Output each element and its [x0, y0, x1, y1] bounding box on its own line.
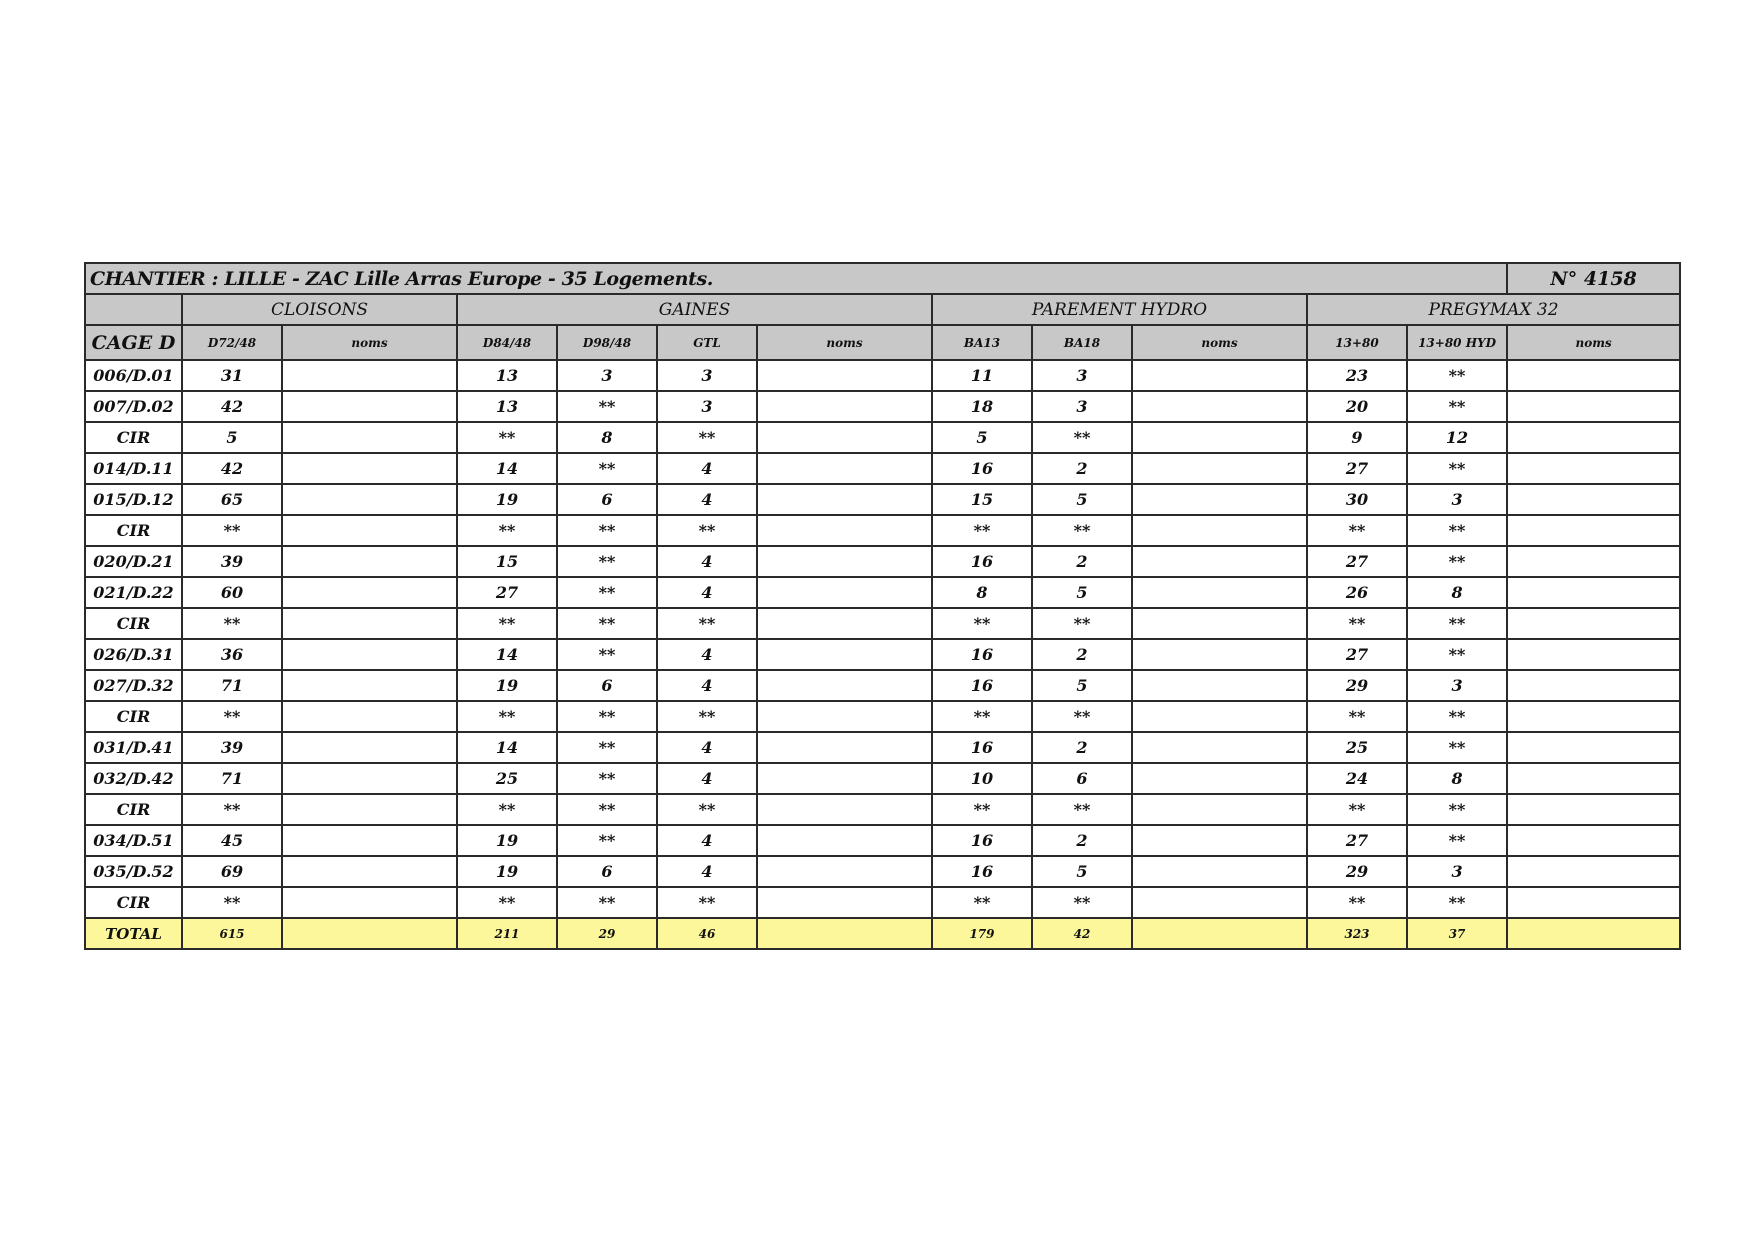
column-header: BA18 [1032, 325, 1132, 360]
table-cell: ** [1407, 887, 1507, 918]
group-header-row [85, 294, 1680, 325]
row-label: CIR [85, 422, 182, 453]
table-cell: ** [657, 794, 757, 825]
table-cell: 19 [457, 484, 557, 515]
table-cell: 4 [657, 639, 757, 670]
table-cell: ** [1307, 794, 1407, 825]
table-cell: 4 [657, 856, 757, 887]
column-header: GTL [657, 325, 757, 360]
table-cell: 13 [457, 360, 557, 391]
row-label: 021/D.22 [85, 577, 182, 608]
table-cell: 29 [1307, 856, 1407, 887]
table-cell: 65 [182, 484, 282, 515]
table-cell [757, 608, 932, 639]
total-cell: 29 [557, 918, 657, 949]
table-cell: ** [1407, 732, 1507, 763]
table-cell: 16 [932, 856, 1032, 887]
table-cell: ** [1307, 701, 1407, 732]
table-cell [282, 515, 457, 546]
table-cell: 24 [1307, 763, 1407, 794]
table-cell: ** [457, 422, 557, 453]
table-cell [282, 546, 457, 577]
table-cell: 3 [657, 360, 757, 391]
table-cell: 16 [932, 639, 1032, 670]
table-cell: 4 [657, 546, 757, 577]
table-cell [1507, 701, 1680, 732]
table-cell: 6 [1032, 763, 1132, 794]
table-row [85, 546, 1680, 577]
table-row [85, 577, 1680, 608]
table-cell: ** [182, 701, 282, 732]
table-cell: 3 [1407, 856, 1507, 887]
table-row [85, 825, 1680, 856]
table-cell [1507, 577, 1680, 608]
table-cell: 4 [657, 577, 757, 608]
table-cell: ** [657, 887, 757, 918]
row-label: 015/D.12 [85, 484, 182, 515]
table-cell [1507, 360, 1680, 391]
table-cell: 4 [657, 732, 757, 763]
table-cell [282, 856, 457, 887]
table-cell [757, 732, 932, 763]
table-cell: ** [557, 515, 657, 546]
table-cell: 39 [182, 732, 282, 763]
table-cell [1132, 732, 1307, 763]
table-cell: 5 [182, 422, 282, 453]
table-cell: 42 [182, 453, 282, 484]
row-label: CIR [85, 701, 182, 732]
table-cell: 60 [182, 577, 282, 608]
table-row [85, 732, 1680, 763]
table-cell: 4 [657, 670, 757, 701]
table-cell [282, 577, 457, 608]
table-cell: 3 [657, 391, 757, 422]
table-cell [1507, 763, 1680, 794]
table-cell: ** [657, 422, 757, 453]
table-cell: 39 [182, 546, 282, 577]
table-cell [1507, 515, 1680, 546]
table-cell: ** [182, 608, 282, 639]
table-cell: 4 [657, 453, 757, 484]
table-cell [1132, 887, 1307, 918]
table-cell: 19 [457, 856, 557, 887]
table-cell [282, 701, 457, 732]
table-row [85, 608, 1680, 639]
table-cell: 30 [1307, 484, 1407, 515]
table-row [85, 794, 1680, 825]
table-cell: ** [1032, 794, 1132, 825]
table-cell: 9 [1307, 422, 1407, 453]
table-row [85, 422, 1680, 453]
table-cell: ** [457, 701, 557, 732]
row-label: 026/D.31 [85, 639, 182, 670]
row-label: 006/D.01 [85, 360, 182, 391]
table-cell: 3 [1032, 391, 1132, 422]
table-cell: ** [1407, 608, 1507, 639]
table-cell: ** [557, 639, 657, 670]
column-header: noms [757, 325, 932, 360]
table-cell: 20 [1307, 391, 1407, 422]
table-cell [282, 484, 457, 515]
table-cell: 8 [932, 577, 1032, 608]
table-cell: 14 [457, 732, 557, 763]
table-cell [757, 453, 932, 484]
table-cell: 2 [1032, 732, 1132, 763]
table-cell: 2 [1032, 453, 1132, 484]
table-cell [1132, 546, 1307, 577]
table-cell [282, 732, 457, 763]
table-cell [757, 887, 932, 918]
table-cell: ** [557, 825, 657, 856]
group-header-cloisons: CLOISONS [182, 294, 457, 325]
table-cell [757, 515, 932, 546]
table-cell: 25 [1307, 732, 1407, 763]
table-row [85, 639, 1680, 670]
table-cell [1132, 515, 1307, 546]
table-row [85, 360, 1680, 391]
table-cell: ** [557, 763, 657, 794]
table-cell: 5 [932, 422, 1032, 453]
table-cell [757, 639, 932, 670]
table-cell [1507, 608, 1680, 639]
table-cell [1132, 577, 1307, 608]
table-cell [282, 639, 457, 670]
table-cell: 26 [1307, 577, 1407, 608]
table-cell [1132, 608, 1307, 639]
column-header: 13+80 HYD [1407, 325, 1507, 360]
table-cell: 29 [1307, 670, 1407, 701]
table-cell: 14 [457, 453, 557, 484]
table-cell: ** [932, 608, 1032, 639]
table-cell: 10 [932, 763, 1032, 794]
table-cell [282, 453, 457, 484]
column-header: BA13 [932, 325, 1032, 360]
table-cell: ** [557, 887, 657, 918]
table-cell: ** [1407, 515, 1507, 546]
table-cell: ** [1032, 515, 1132, 546]
table-cell: 6 [557, 856, 657, 887]
group-header-parement-hydro: PAREMENT HYDRO [932, 294, 1307, 325]
row-label: CIR [85, 794, 182, 825]
table-cell [282, 825, 457, 856]
table-cell: ** [932, 887, 1032, 918]
group-header-gaines: GAINES [457, 294, 932, 325]
table-cell [1132, 763, 1307, 794]
table-cell: ** [1032, 608, 1132, 639]
table-cell: 27 [1307, 546, 1407, 577]
table-cell: ** [1307, 887, 1407, 918]
table-cell: ** [1407, 794, 1507, 825]
table-cell: ** [657, 515, 757, 546]
table-cell: 27 [1307, 453, 1407, 484]
table-cell: 36 [182, 639, 282, 670]
table-cell: 27 [1307, 639, 1407, 670]
table-cell: ** [932, 794, 1032, 825]
table-cell [757, 577, 932, 608]
site-title: CHANTIER : LILLE - ZAC Lille Arras Europe - 35 Logements. [85, 263, 1507, 294]
table-cell: 23 [1307, 360, 1407, 391]
table-cell: 18 [932, 391, 1032, 422]
table-cell: 27 [457, 577, 557, 608]
table-cell: 5 [1032, 577, 1132, 608]
table-cell [282, 887, 457, 918]
column-header: D72/48 [182, 325, 282, 360]
total-cell: 179 [932, 918, 1032, 949]
table-cell [1132, 639, 1307, 670]
table-cell [757, 546, 932, 577]
table-cell: 12 [1407, 422, 1507, 453]
table-cell: ** [557, 453, 657, 484]
table-cell [1132, 794, 1307, 825]
table-cell: ** [557, 577, 657, 608]
total-cell [757, 918, 932, 949]
table-cell [1507, 546, 1680, 577]
table-row [85, 670, 1680, 701]
table-cell: ** [557, 732, 657, 763]
table-cell [757, 825, 932, 856]
table-cell: ** [932, 701, 1032, 732]
table-cell [282, 670, 457, 701]
table-cell [1507, 794, 1680, 825]
column-header: D98/48 [557, 325, 657, 360]
table-row [85, 856, 1680, 887]
table-row [85, 515, 1680, 546]
table-cell: 16 [932, 670, 1032, 701]
table-cell: 4 [657, 484, 757, 515]
table-cell [282, 763, 457, 794]
column-header: noms [1132, 325, 1307, 360]
table-cell: 16 [932, 546, 1032, 577]
table-cell [1507, 453, 1680, 484]
table-cell [757, 701, 932, 732]
table-row [85, 484, 1680, 515]
total-row [85, 918, 1680, 949]
table-cell [1507, 732, 1680, 763]
table-cell [282, 794, 457, 825]
table-cell: 5 [1032, 670, 1132, 701]
table-cell: ** [182, 515, 282, 546]
column-header-cage: CAGE D [85, 325, 182, 360]
table-cell [757, 670, 932, 701]
table-cell: ** [1407, 391, 1507, 422]
table-cell: ** [1307, 608, 1407, 639]
table-cell [1132, 453, 1307, 484]
table-cell [1507, 484, 1680, 515]
table-cell: ** [557, 701, 657, 732]
table-cell: 4 [657, 763, 757, 794]
table-row [85, 391, 1680, 422]
table-cell: ** [1407, 701, 1507, 732]
table-cell: 19 [457, 825, 557, 856]
table-cell: ** [657, 608, 757, 639]
table-cell: 27 [1307, 825, 1407, 856]
table-cell: 19 [457, 670, 557, 701]
table-row [85, 763, 1680, 794]
table-cell: ** [557, 608, 657, 639]
column-header: noms [1507, 325, 1680, 360]
table-cell [1132, 701, 1307, 732]
table-cell: 42 [182, 391, 282, 422]
table-cell: ** [557, 794, 657, 825]
table-cell: 6 [557, 484, 657, 515]
table-cell: 25 [457, 763, 557, 794]
table-cell: ** [1407, 453, 1507, 484]
table-cell: 3 [1032, 360, 1132, 391]
total-cell [1507, 918, 1680, 949]
table-cell [282, 608, 457, 639]
table-cell [1507, 422, 1680, 453]
table-cell [757, 763, 932, 794]
table-cell: 2 [1032, 825, 1132, 856]
table-cell: 3 [1407, 484, 1507, 515]
table-cell: 6 [557, 670, 657, 701]
table-cell: ** [182, 794, 282, 825]
table-cell [757, 391, 932, 422]
table-cell: ** [1032, 422, 1132, 453]
table-cell [282, 360, 457, 391]
table-cell: 16 [932, 732, 1032, 763]
table-cell: 71 [182, 670, 282, 701]
total-cell: 211 [457, 918, 557, 949]
table-cell: 14 [457, 639, 557, 670]
document-number: N° 4158 [1507, 263, 1680, 294]
table-cell: ** [1407, 546, 1507, 577]
row-label: 027/D.32 [85, 670, 182, 701]
total-cell: 615 [182, 918, 282, 949]
table-cell [757, 422, 932, 453]
table-cell [1507, 670, 1680, 701]
table-cell [1132, 856, 1307, 887]
table-cell [1507, 825, 1680, 856]
table-cell: 2 [1032, 546, 1132, 577]
table-cell [1132, 360, 1307, 391]
table-cell [757, 484, 932, 515]
table-cell: ** [182, 887, 282, 918]
table-cell: 16 [932, 825, 1032, 856]
table-cell: ** [557, 391, 657, 422]
row-label: CIR [85, 887, 182, 918]
table-cell: ** [1032, 887, 1132, 918]
table-cell: ** [457, 608, 557, 639]
table-cell: 5 [1032, 484, 1132, 515]
table-cell: 45 [182, 825, 282, 856]
table-cell: 4 [657, 825, 757, 856]
table-cell: ** [1032, 701, 1132, 732]
table-cell: ** [1407, 825, 1507, 856]
table-row [85, 701, 1680, 732]
table-cell: 16 [932, 453, 1032, 484]
table-cell [1132, 670, 1307, 701]
row-label: 007/D.02 [85, 391, 182, 422]
table-cell [1507, 887, 1680, 918]
row-label: CIR [85, 515, 182, 546]
table-cell: 15 [932, 484, 1032, 515]
table-cell: ** [457, 887, 557, 918]
group-header-pregymax: PREGYMAX 32 [1307, 294, 1680, 325]
row-label: 031/D.41 [85, 732, 182, 763]
column-header: noms [282, 325, 457, 360]
table-cell: 5 [1032, 856, 1132, 887]
total-cell [1132, 918, 1307, 949]
title-row [85, 263, 1680, 294]
table-cell: ** [557, 546, 657, 577]
column-header: D84/48 [457, 325, 557, 360]
table-cell [1132, 825, 1307, 856]
table-cell [1132, 484, 1307, 515]
table-cell: 3 [557, 360, 657, 391]
table-row [85, 453, 1680, 484]
total-cell: 46 [657, 918, 757, 949]
table-cell [757, 856, 932, 887]
table-cell: 3 [1407, 670, 1507, 701]
table-cell [1507, 639, 1680, 670]
table-row [85, 887, 1680, 918]
table-cell [282, 391, 457, 422]
table-cell [1507, 391, 1680, 422]
table-cell [1132, 422, 1307, 453]
table-cell: 8 [557, 422, 657, 453]
table-cell: 11 [932, 360, 1032, 391]
table-cell: 71 [182, 763, 282, 794]
table-cell [282, 422, 457, 453]
total-label: TOTAL [85, 918, 182, 949]
table-cell: 8 [1407, 763, 1507, 794]
row-label: CIR [85, 608, 182, 639]
table-cell: ** [1307, 515, 1407, 546]
column-header: 13+80 [1307, 325, 1407, 360]
row-label: 014/D.11 [85, 453, 182, 484]
row-label: 035/D.52 [85, 856, 182, 887]
total-cell: 42 [1032, 918, 1132, 949]
table-cell: 13 [457, 391, 557, 422]
row-label: 020/D.21 [85, 546, 182, 577]
table-cell [757, 360, 932, 391]
table-cell: ** [1407, 639, 1507, 670]
column-header-row [85, 325, 1680, 360]
table-cell: ** [457, 515, 557, 546]
table-cell [1507, 856, 1680, 887]
table-cell: ** [932, 515, 1032, 546]
table-cell: ** [457, 794, 557, 825]
group-header-blank [85, 294, 182, 325]
quantity-table [84, 262, 1681, 950]
table-cell: 8 [1407, 577, 1507, 608]
table-cell: 2 [1032, 639, 1132, 670]
total-cell [282, 918, 457, 949]
table-cell: 31 [182, 360, 282, 391]
row-label: 034/D.51 [85, 825, 182, 856]
table-cell: 69 [182, 856, 282, 887]
table-cell: ** [1407, 360, 1507, 391]
total-cell: 323 [1307, 918, 1407, 949]
table-cell: ** [657, 701, 757, 732]
total-cell: 37 [1407, 918, 1507, 949]
table-cell [1132, 391, 1307, 422]
table-cell [757, 794, 932, 825]
row-label: 032/D.42 [85, 763, 182, 794]
table-cell: 15 [457, 546, 557, 577]
